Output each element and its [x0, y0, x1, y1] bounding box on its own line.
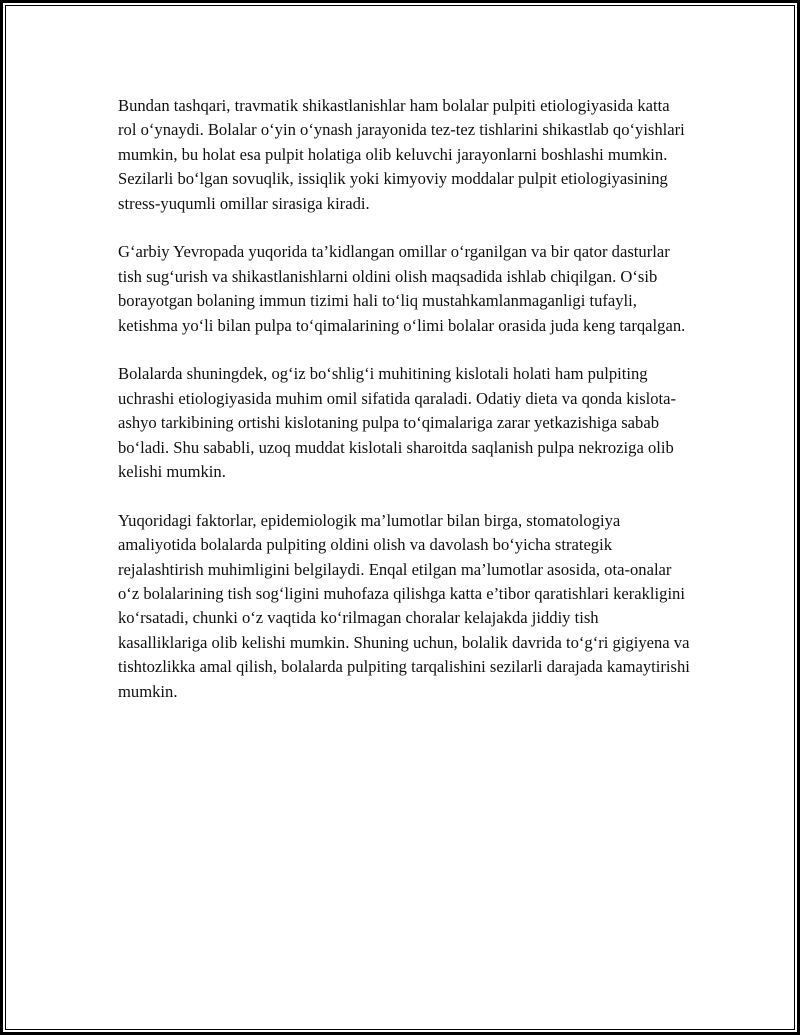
paragraph-4: Yuqoridagi faktorlar, epidemiologik ma’lumotlar bilan birga, stomatologiya amaliyotida bolalarda pulpiting oldini olish va davolash bo‘yicha strategik rejalashtirish muhimligini belgilaydi. Enqal etilgan ma’lumotlar asosida, ota-onalar o‘z bolalarining tish sog‘ligini muhofaza qilishga katta e’tibor qaratishlari kerakligini ko‘rsatadi, chunki o‘z vaqtida ko‘rilmagan choralar kelajakda jiddiy tish kasalliklariga olib kelishi mumkin. Shuning uchun, bolalik davrida to‘g‘ri gigiyena va tishtozlikka amal qilish, bolalarda pulpiting tarqalishini sezilarli darajada kamaytirishi mumkin.: [118, 510, 690, 701]
document-body: [118, 94, 690, 729]
paragraph-2: G‘arbiy Yevropada yuqorida ta’kidlangan omillar o‘rganilgan va bir qator dasturlar tish sug‘urish va shikastlanishlarni oldini olish maqsadida ishlab chiqilgan. O‘sib borayotgan bolaning immun tizimi hali to‘liq mustahkamlanmaganligi tufayli, ketishma yo‘li bilan pulpa to‘qimalarining o‘limi bolalar orasida juda keng tarqalgan.: [118, 242, 686, 335]
paragraph-3: Bolalarda shuningdek, og‘iz bo‘shlig‘i muhitining kislotali holati ham pulpiting uchrashi etiologiyasida muhim omil sifatida qaraladi. Odatiy dieta va qonda kislota-ashyo tarkibining ortishi kislotaning pulpa to‘qimalariga zarar yetkazishiga sabab bo‘ladi. Shu sababli, uzoq muddat kislotali sharoitda saqlanish pulpa nekroziga olib kelishi mumkin.: [118, 364, 677, 482]
paragraph-1: Bundan tashqari, travmatik shikastlanishlar ham bolalar pulpiti etiologiyasida katta rol o‘ynaydi. Bolalar o‘yin o‘ynash jarayonida tez-tez tishlarini shikastlab qo‘yishlari mumkin, bu holat esa pulpit holatiga olib keluvchi jarayonlarni boshlashi mumkin. Sezilarli bo‘lgan sovuqlik, issiqlik yoki kimyoviy moddalar pulpit etiologiyasining stress-yuqumli omillar sirasiga kiradi.: [118, 96, 685, 213]
